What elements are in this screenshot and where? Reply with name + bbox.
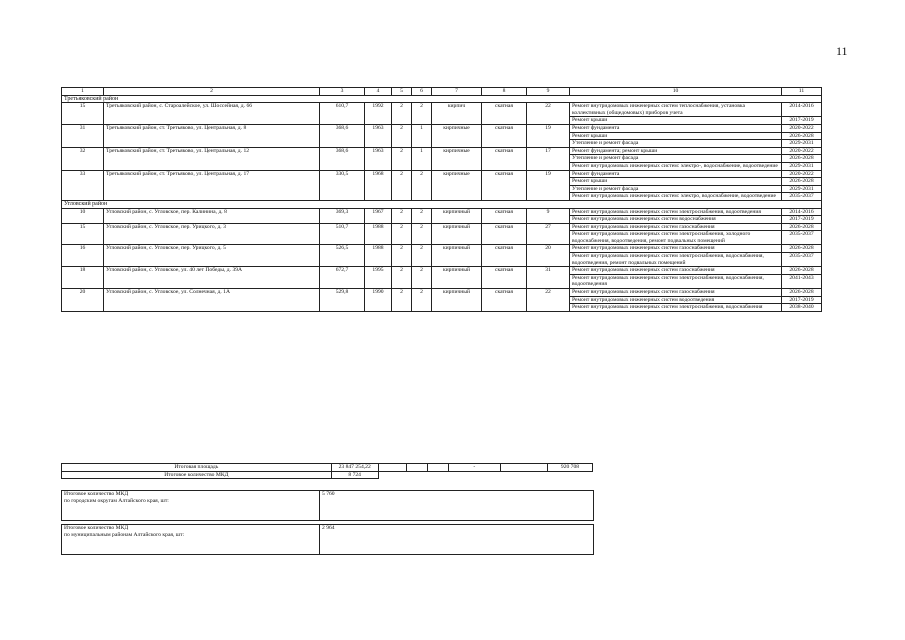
cell-c9: 19 [527, 124, 570, 147]
cell-wall: кирпич [432, 103, 482, 125]
cell-roof: скатная [482, 170, 527, 200]
cell-c6: 2 [412, 289, 432, 312]
work-period: 2026-2028 [782, 155, 822, 163]
work-period: 2035-2037 [782, 231, 822, 245]
table-row [62, 147, 822, 155]
cell-wall: кирпичный [432, 208, 482, 223]
cell-year: 1990 [365, 289, 392, 312]
work-period: 2029-2031 [782, 162, 822, 170]
work-period: 2017-2019 [782, 117, 822, 125]
cell-year: 1988 [365, 245, 392, 267]
cell-roof: скатная [482, 103, 527, 125]
work-description: Ремонт крыши [570, 178, 782, 186]
column-header: 5 [392, 88, 412, 96]
column-header: 4 [365, 88, 392, 96]
cell-year: 1963 [365, 124, 392, 147]
column-header: 2 [104, 88, 320, 96]
work-period: 2026-2028 [782, 245, 822, 253]
region-name: Угловский район [62, 200, 822, 208]
region-row [62, 200, 822, 208]
work-period: 2038-2040 [782, 304, 822, 312]
region-row [62, 95, 822, 103]
city-total-value: 5 760 [320, 491, 594, 521]
work-description: Ремонт внутридомовых инженерных систем газоснабжения [570, 267, 782, 275]
district-total-label1: Итоговое количество МКД [64, 525, 129, 531]
table-row [62, 267, 822, 275]
work-period: 2020-2022 [782, 124, 822, 132]
work-description: Ремонт внутридомовых инженерных систем газоснабжения [570, 223, 782, 231]
cell-c6: 2 [412, 170, 432, 200]
table-row [62, 170, 822, 178]
cell-c6: 2 [412, 245, 432, 267]
total-area-value: 23 847 254,22 [331, 464, 378, 472]
cell-addr: Третьяковский район, ст. Третьяково, ул. Центральная, д. 17 [104, 170, 320, 200]
cell-area: 529,8 [320, 289, 365, 312]
work-period: 2029-2031 [782, 185, 822, 193]
work-description: Ремонт внутридомовых инженерных систем: электро, водоснабжение, водоотведение [570, 193, 782, 201]
work-period: 2026-2028 [782, 289, 822, 297]
cell-wall: кирпичный [432, 267, 482, 289]
city-total-table [61, 490, 594, 521]
work-description: Ремонт крыши [570, 117, 782, 125]
cell-c5: 2 [392, 289, 412, 312]
cell-roof: скатная [482, 267, 527, 289]
column-header: 10 [570, 88, 782, 96]
work-period: 2035-2037 [782, 253, 822, 267]
work-description: Утепление и ремонт фасада [570, 140, 782, 148]
work-description: Ремонт внутридомовых инженерных систем теплоснабжения, установка коллективных (общедомовых) приборов учета [570, 103, 782, 117]
work-description: Ремонт фундамента [570, 170, 782, 178]
work-period: 2020-2022 [782, 170, 822, 178]
totals-table [61, 463, 593, 479]
cell-c5: 2 [392, 208, 412, 223]
cell-c5: 2 [392, 223, 412, 245]
work-period: 2020-2022 [782, 147, 822, 155]
work-period: 2026-2028 [782, 267, 822, 275]
table-row [62, 289, 822, 297]
cell-wall: кирпичные [432, 124, 482, 147]
table-row [62, 208, 822, 216]
table-row [62, 245, 822, 253]
work-period: 2017-2019 [782, 216, 822, 224]
cell-c5: 2 [392, 124, 412, 147]
cell-roof: скатная [482, 147, 527, 170]
work-description: Ремонт крыши [570, 132, 782, 140]
work-description: Ремонт внутридомовых инженерных систем газоснабжения [570, 245, 782, 253]
cell-c6: 2 [412, 103, 432, 125]
cell-roof: скатная [482, 124, 527, 147]
cell-year: 1988 [365, 223, 392, 245]
work-period: 2041-2043 [782, 274, 822, 288]
cell-c6: 2 [412, 208, 432, 223]
district-total-label2: по муниципальным районам Алтайского края, шт: [64, 531, 185, 538]
cell-c9: 19 [527, 170, 570, 200]
cell-c9: 31 [527, 267, 570, 289]
district-total-value: 2 964 [320, 525, 594, 555]
column-header: 9 [527, 88, 570, 96]
work-description: Ремонт внутридомовых инженерных систем электроснабжения, водоснабжения [570, 304, 782, 312]
work-period: 2026-2028 [782, 223, 822, 231]
cell-year: 1992 [365, 103, 392, 125]
city-total-label2: по городским округам Алтайского края, шт: [64, 497, 169, 504]
cell-roof: скатная [482, 208, 527, 223]
work-description: Утепление и ремонт фасада [570, 155, 782, 163]
cell-area: 330,5 [320, 170, 365, 200]
column-header: 1 [62, 88, 104, 96]
cell-c9: 22 [527, 103, 570, 125]
cell-c9: 9 [527, 208, 570, 223]
work-period: 2014-2016 [782, 208, 822, 216]
column-header: 8 [482, 88, 527, 96]
work-period: 2029-2031 [782, 140, 822, 148]
table-row [62, 103, 822, 117]
cell-c5: 2 [392, 267, 412, 289]
work-description: Ремонт фундамента; ремонт крыши [570, 147, 782, 155]
cell-year: 1995 [365, 267, 392, 289]
work-period: 2026-2028 [782, 132, 822, 140]
column-header: 3 [320, 88, 365, 96]
cell-addr: Угловский район, с. Угловское, пер. Калинина, д. 8 [104, 208, 320, 223]
cell-addr: Третьяковский район, ст. Третьяково, ул. Центральная, д. 8 [104, 124, 320, 147]
cell-num: 15 [62, 103, 104, 125]
houses-table [61, 87, 822, 312]
cell-wall: кирпичный [432, 223, 482, 245]
cell-c6: 1 [412, 124, 432, 147]
cell-addr: Третьяковский район, с. Староалейское, ул. Шоссейная, д. 66 [104, 103, 320, 125]
work-description: Ремонт внутридомовых инженерных систем электроснабжения, водоснабжения, водоотведения, ремонт подвальных помещений [570, 253, 782, 267]
region-name: Третьяковский район [62, 95, 822, 103]
cell-c9: 17 [527, 147, 570, 170]
work-description: Ремонт фундамента [570, 124, 782, 132]
work-description: Ремонт внутридомовых инженерных систем электроснабжения, водоснабжения, водоотведения [570, 274, 782, 288]
cell-c9: 22 [527, 289, 570, 312]
column-header: 7 [432, 88, 482, 96]
cell-num: 31 [62, 124, 104, 147]
work-description: Ремонт внутридомовых инженерных систем газоснабжения [570, 289, 782, 297]
work-description: Ремонт внутридомовых инженерных систем электроснабжения, водоотведения [570, 208, 782, 216]
work-period: 2035-2037 [782, 193, 822, 201]
cell-roof: скатная [482, 289, 527, 312]
work-period: 2017-2019 [782, 296, 822, 304]
cell-c5: 2 [392, 147, 412, 170]
cell-wall: кирпичные [432, 170, 482, 200]
cell-num: 15 [62, 223, 104, 245]
work-description: Ремонт внутридомовых инженерных систем электроснабжения, холодного водоснабжения, водоотведения, ремонт подвальных помещений [570, 231, 782, 245]
cell-area: 369,3 [320, 208, 365, 223]
cell-addr: Угловский район, с. Угловское, ул. 40 лет Победы, д. 39А [104, 267, 320, 289]
cell-c5: 2 [392, 170, 412, 200]
cell-area: 510,7 [320, 223, 365, 245]
cell-c9: 20 [527, 245, 570, 267]
city-total-label1: Итоговое количество МКД [64, 491, 129, 497]
cell-roof: скатная [482, 245, 527, 267]
cell-c6: 2 [412, 267, 432, 289]
total-area-label: Итоговая площадь [62, 464, 332, 472]
cell-addr: Угловский район, с. Угловское, пер. Урицкого, д. 3 [104, 223, 320, 245]
cell-addr: Угловский район, с. Угловское, ул. Солнечная, д. 1А [104, 289, 320, 312]
cell-area: 368,6 [320, 147, 365, 170]
cell-addr: Третьяковский район, ст. Третьяково, ул. Центральная, д. 12 [104, 147, 320, 170]
cell-num: 10 [62, 208, 104, 223]
cell-year: 1968 [365, 170, 392, 200]
total-count-value: 8 724 [331, 471, 378, 479]
cell-wall: кирпичный [432, 289, 482, 312]
cell-addr: Угловский район, с. Угловское, пер. Урицкого, д. 5 [104, 245, 320, 267]
work-description: Ремонт внутридомовых инженерных систем: электро-, водоснабжение, водоотведение [570, 162, 782, 170]
cell-c6: 1 [412, 147, 432, 170]
district-total-table [61, 524, 594, 555]
work-description: Ремонт внутридомовых инженерных систем водоотведения [570, 296, 782, 304]
work-description: Ремонт внутридомовых инженерных систем водоснабжения [570, 216, 782, 224]
cell-area: 610,7 [320, 103, 365, 125]
column-header: 6 [412, 88, 432, 96]
total-area-c9: 920 708 [547, 464, 592, 472]
table-row [62, 124, 822, 132]
work-period: 2014-2016 [782, 103, 822, 117]
page-number: 11 [836, 44, 848, 58]
work-period: 2026-2028 [782, 178, 822, 186]
cell-num: 18 [62, 267, 104, 289]
cell-num: 32 [62, 147, 104, 170]
total-area-dash: - [448, 464, 500, 472]
cell-area: 368,6 [320, 124, 365, 147]
work-description: Утепление и ремонт фасада [570, 185, 782, 193]
cell-c6: 2 [412, 223, 432, 245]
cell-num: 20 [62, 289, 104, 312]
cell-year: 1963 [365, 147, 392, 170]
cell-wall: кирпичные [432, 147, 482, 170]
cell-c5: 2 [392, 245, 412, 267]
table-row [62, 223, 822, 231]
cell-roof: скатная [482, 223, 527, 245]
cell-area: 672,7 [320, 267, 365, 289]
cell-area: 526,5 [320, 245, 365, 267]
cell-c5: 2 [392, 103, 412, 125]
total-count-label: Итоговое количество МКД [62, 471, 332, 479]
cell-year: 1967 [365, 208, 392, 223]
header-row [62, 88, 822, 96]
cell-num: 33 [62, 170, 104, 200]
cell-wall: кирпичный [432, 245, 482, 267]
cell-c9: 27 [527, 223, 570, 245]
column-header: 11 [782, 88, 822, 96]
cell-num: 16 [62, 245, 104, 267]
